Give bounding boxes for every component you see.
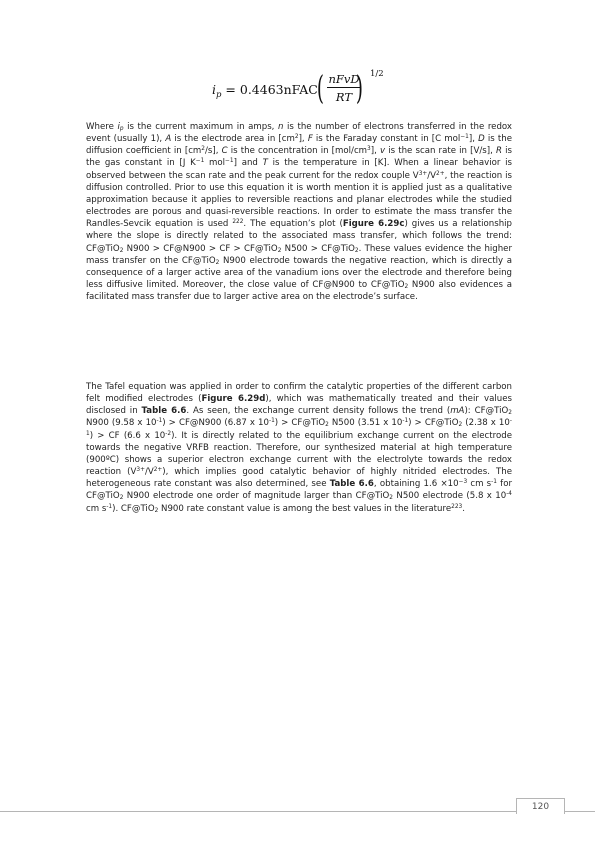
paragraph-tafel: The Tafel equation was applied in order to confirm the catalytic properties of the different carbon felt modified electrodes (Figure 6.29d), which was mathematically treated and their values disclosed in Table 6.6. As seen, the exchange current density follows the trend (mA): CF@TiO$_2$ N900 (9.58 x $10^{-1}$) > CF@N900 (6.87 x $10^{-1}$) > CF@TiO$_2$ N500 (3.51 x $10^{-1}$) > CF@TiO$_2$ (2.38 x $10^{-1}$) > CF (6.6 x $10^{-2}$). It is directly related to the equilibrium exchange current on the electrode towards the negative VRFB reaction. Therefore, our synthesized material at high temperature (900ºC) shows a superior electron exchange current with the electrolyte towards the redox reaction $(V^{3+}/V^{2+})$, which implies good catalytic behavior of highly nitrided electrodes. The heterogeneous rate constant was also determined, see Table 6.6, obtaining $1.6 \times 10^{-3}$ cm $s^{-1}$ for CF@TiO$_2$ N900 electrode one order of magnitude larger than CF@TiO$_2$ N500 electrode (5.8 x $10^{-4}$ cm $s^{-1}$). CF@TiO$_2$ N900 rate constant value is among the best values in the literature$^{223}$. xyxy=(86,382,513,514)
equation-numerator: nFvD xyxy=(328,72,360,86)
footer-divider xyxy=(0,811,595,812)
equation-lhs-subscript: p xyxy=(216,90,222,100)
paragraph-randles-sevcik: Where $i_p$ is the current maximum in amps, n is the number of electrons transferred in the redox event (usually 1), A is the electrode area in $[cm^2]$, F is the Faraday constant in [C mol$^{-1}$], D is the diffusion coefficient in $[cm^2/s]$, C is the concentration in $[mol/cm^3]$, v is the scan rate in [V/s], R is the gas constant in [J $K^{-1}$ mol$^{-1}$] and T is the temperature in [K]. When a linear behavior is observed between the scan rate and the peak current for the redox couple $V^{3+}/V^{2+}$, the reaction is diffusion controlled. Prior to use this equation it is worth mention it is applied just as a qualitative approximation because it applies to reversible reactions and planar electrodes while the studied electrodes are porous and quasi-reversible reactions. In order to estimate the mass transfer the Randles-Sevcik equation is used $^{222}$. The equation’s plot (Figure 6.29c) gives us a relationship where the slope is directly related to the associated mass transfer, which follows the trend: CF@TiO$_2$ N900 > CF@N900 > CF > CF@TiO$_2$ N500 > CF@TiO$_2$. These values evidence the higher mass transfer on the CF@TiO$_2$ N900 electrode towards the negative reaction, which is directly a consequence of a larger active area of the vanadium ions over the electrode and therefore being less diffusive limited. Moreover, the close value of CF@N900 to CF@TiO$_2$ N900 also evidences a facilitated mass transfer due to larger active area on the electrode’s surface. xyxy=(86,122,513,303)
right-parenthesis: ) xyxy=(355,68,363,107)
equation-exponent: 1/2 xyxy=(370,69,384,79)
left-parenthesis: ( xyxy=(316,68,324,107)
randles-sevcik-equation xyxy=(202,62,402,114)
page-number: 120 xyxy=(516,798,565,814)
equation-lhs-symbol: i xyxy=(212,82,216,97)
equation-denominator: RT xyxy=(335,90,353,104)
equation-rhs: = 0.4463nFAC xyxy=(221,82,318,97)
equation-lhs xyxy=(212,82,318,100)
